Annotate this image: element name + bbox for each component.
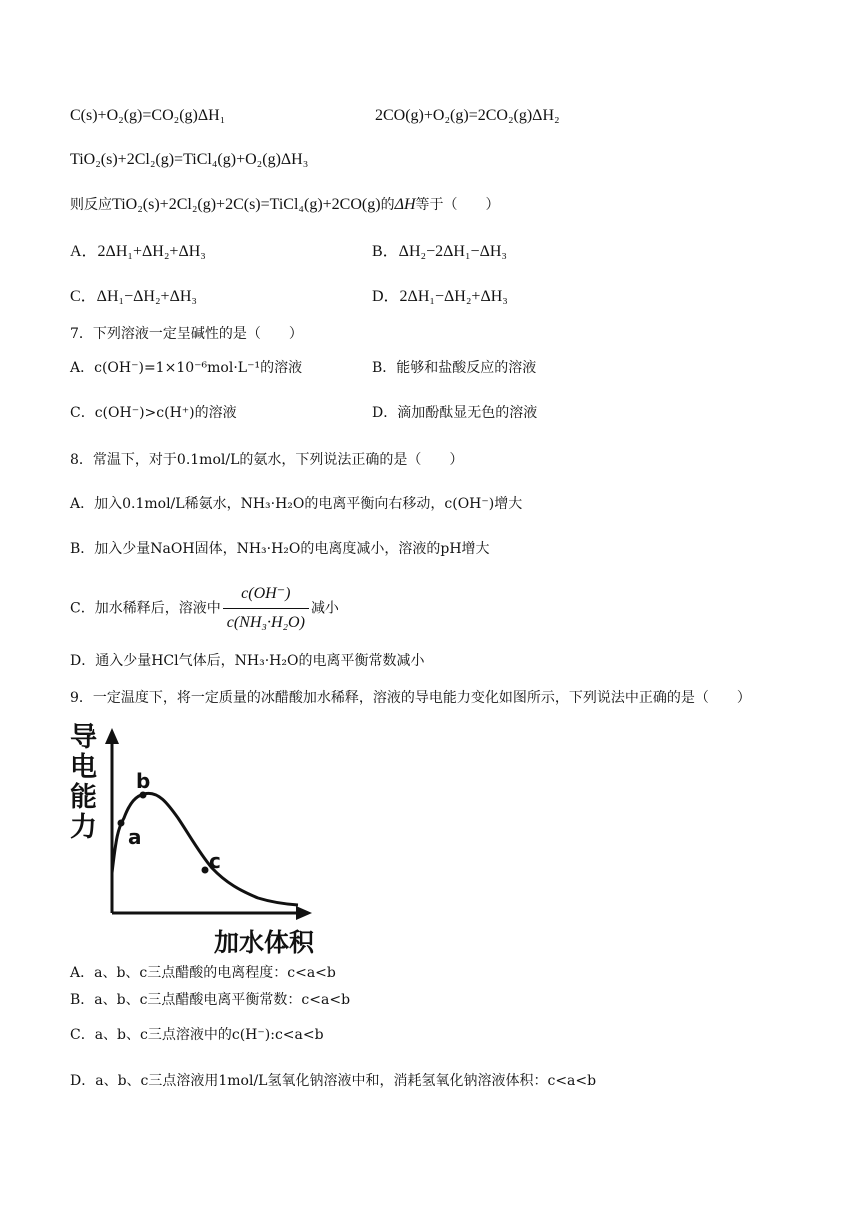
q6-tail: 等于（ ） xyxy=(415,197,500,213)
q8-c-fraction xyxy=(223,582,309,635)
q6-suffix: 的 xyxy=(380,197,395,213)
q9-option-c[interactable]: C．a、b、c三点溶液中的c(H⁻):c<a<b xyxy=(70,1027,324,1043)
q9-stem: 9．一定温度下，将一定质量的冰醋酸加水稀释，溶液的导电能力变化如图所示，下列说法中正确的是（ ） xyxy=(70,690,751,706)
y-label-char-4: 力 xyxy=(70,812,97,843)
equation-3: TiO₂(s)+2Cl₂(g)=TiCl₄(g)+O₂(g)ΔH₃ xyxy=(70,151,309,168)
q7-option-d[interactable]: D．滴加酚酞显无色的溶液 xyxy=(372,405,538,421)
equation-2: 2CO(g)+O₂(g)=2CO₂(g)ΔH₂ xyxy=(375,107,560,124)
q8-option-d[interactable]: D．通入少量HCl气体后，NH₃·H₂O的电离平衡常数减小 xyxy=(70,653,425,669)
q9-option-b[interactable]: B．a、b、c三点醋酸电离平衡常数：c<a<b xyxy=(70,992,351,1008)
point-c-marker xyxy=(202,867,209,874)
q9-option-a[interactable]: A．a、b、c三点醋酸的电离程度：c<a<b xyxy=(70,965,336,981)
point-a-marker xyxy=(118,820,125,827)
q8-option-b[interactable]: B．加入少量NaOH固体，NH₃·H₂O的电离度减小，溶液的pH增大 xyxy=(70,541,490,557)
q9-option-d[interactable]: D．a、b、c三点溶液用1mol/L氢氧化钠溶液中和，消耗氢氧化钠溶液体积：c<a<b xyxy=(70,1073,597,1089)
q8-c-prefix: C．加水稀释后，溶液中 xyxy=(70,600,221,617)
q8-c-denominator: c(NH₃·H₂O) xyxy=(226,614,305,631)
equation-1: C(s)+O₂(g)=CO₂(g)ΔH₁ xyxy=(70,107,226,124)
x-axis-arrow xyxy=(296,906,312,920)
q8-option-c[interactable] xyxy=(70,582,339,635)
q6-reaction: TiO₂(s)+2Cl₂(g)+2C(s)=TiCl₄(g)+2CO(g) xyxy=(112,196,381,213)
q7-option-c[interactable]: C．c(OH⁻)>c(H⁺)的溶液 xyxy=(70,405,237,421)
q6-option-b[interactable]: B．ΔH₂−2ΔH₁−ΔH₃ xyxy=(372,243,507,260)
q6-option-c[interactable]: C．ΔH₁−ΔH₂+ΔH₃ xyxy=(70,288,197,305)
point-b-label: b xyxy=(136,769,151,793)
q6-prefix: 则反应 xyxy=(70,197,112,213)
point-a-label: a xyxy=(128,825,142,849)
y-label-char-1: 导 xyxy=(70,722,97,753)
q6-option-d[interactable]: D．2ΔH₁−ΔH₂+ΔH₃ xyxy=(372,288,508,305)
conductivity-curve xyxy=(112,793,298,905)
q7-stem: 7．下列溶液一定呈碱性的是（ ） xyxy=(70,326,303,342)
x-axis-label: 加水体积 xyxy=(214,928,315,957)
q7-option-b[interactable]: B．能够和盐酸反应的溶液 xyxy=(372,360,537,376)
q9-figure xyxy=(66,718,356,958)
y-label-char-3: 能 xyxy=(70,782,97,813)
q8-c-numerator: c(OH⁻) xyxy=(223,582,309,609)
q6-dh: ΔH xyxy=(394,196,416,213)
q8-c-suffix: 减小 xyxy=(310,600,339,617)
point-c-label: c xyxy=(209,849,221,873)
y-label-char-2: 电 xyxy=(70,752,97,783)
q7-option-a[interactable]: A．c(OH⁻)=1×10⁻⁶mol·L⁻¹的溶液 xyxy=(70,360,303,376)
q8-option-a[interactable]: A．加入0.1mol/L稀氨水，NH₃·H₂O的电离平衡向右移动，c(OH⁻)增大 xyxy=(70,496,523,512)
q8-stem: 8．常温下，对于0.1mol/L的氨水，下列说法正确的是（ ） xyxy=(70,452,464,468)
y-axis-label xyxy=(70,722,97,843)
q6-option-a[interactable]: A．2ΔH₁+ΔH₂+ΔH₃ xyxy=(70,243,206,260)
q6-stem xyxy=(70,195,500,215)
y-axis-arrow xyxy=(105,728,119,744)
